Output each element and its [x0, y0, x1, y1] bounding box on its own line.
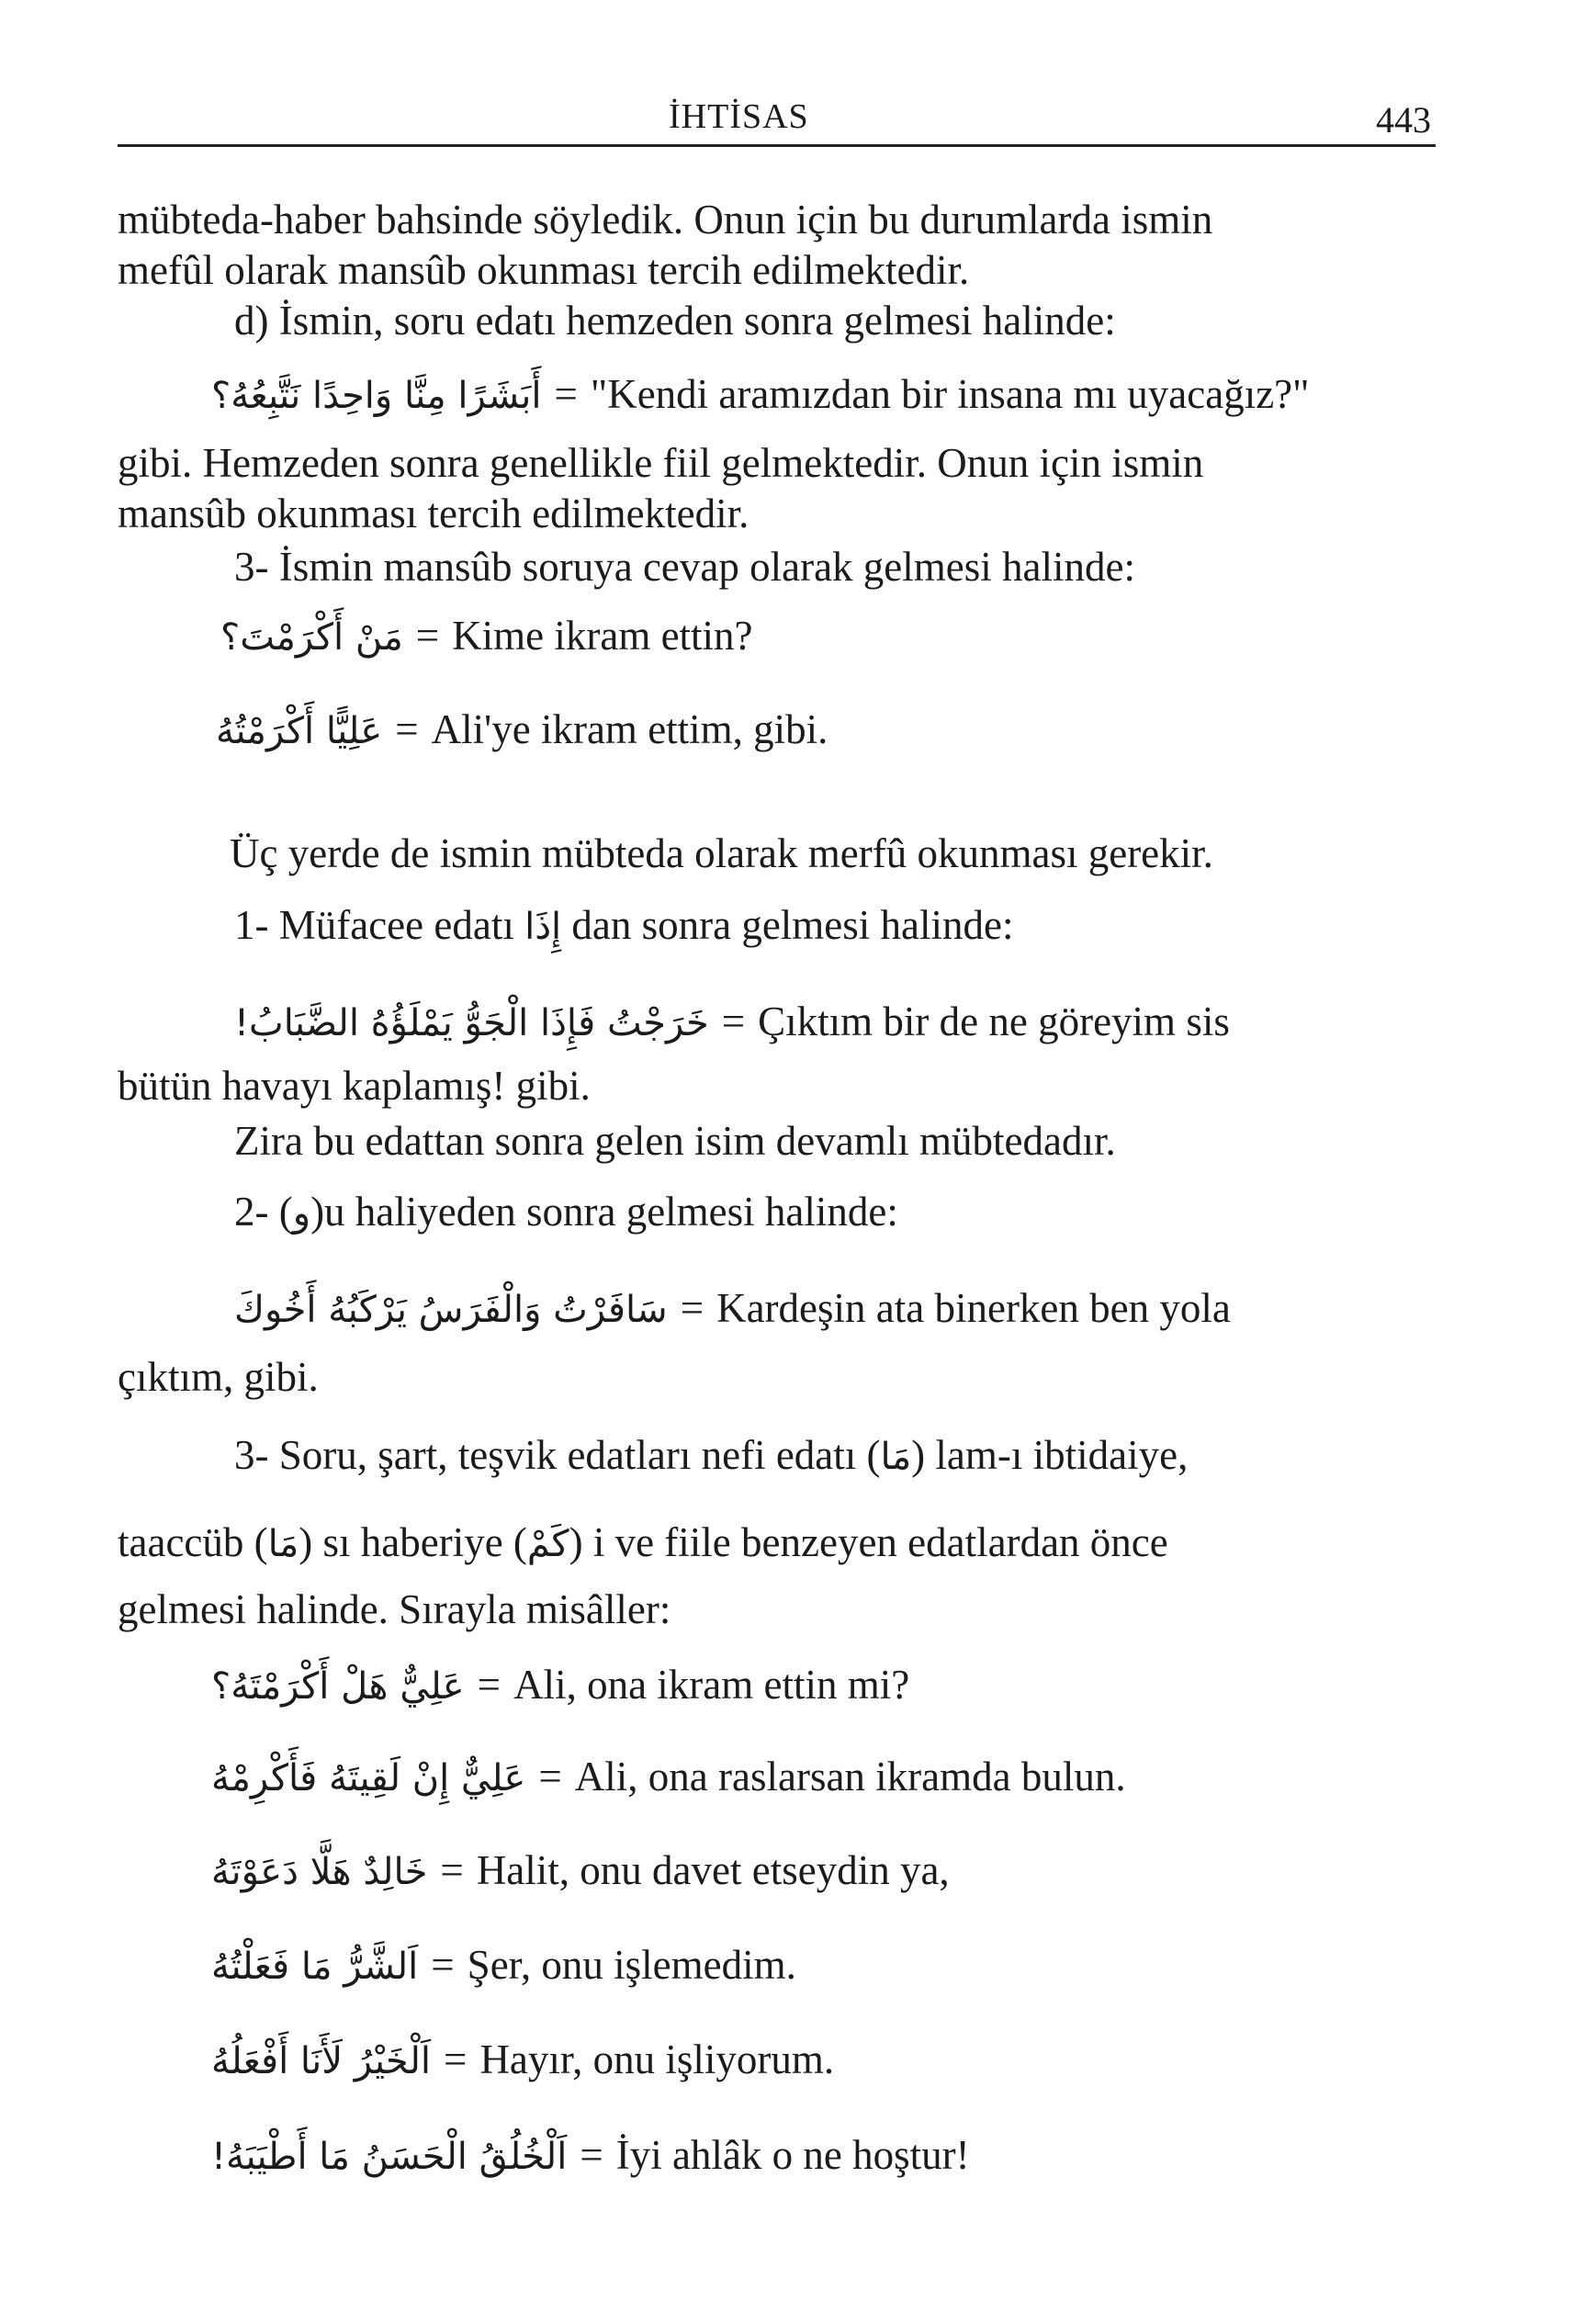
- arabic-word: مَا: [880, 1436, 912, 1478]
- arabic-example: اَلشَّرُّ مَا فَعَلْتُهُ: [211, 1946, 419, 1988]
- equals-sign: =: [680, 1285, 704, 1331]
- text-line: mübteda-haber bahsinde söyledik. Onun için bu durumlarda ismin: [118, 197, 1213, 243]
- page-header: [118, 87, 1436, 147]
- text-line: [234, 1190, 898, 1235]
- arabic-example: خَرَجْتُ فَإِذَا الْجَوُّ يَمْلَؤُهُ الضَّبَابُ!: [234, 1002, 709, 1044]
- page-number: 443: [1376, 99, 1431, 141]
- translation: Şer, onu işlemedim.: [467, 1942, 796, 1988]
- text-line: Üç yerde de ismin mübteda olarak merfû okunması gerekir.: [230, 830, 1213, 876]
- equals-sign: =: [415, 613, 440, 659]
- example-line: [211, 1943, 796, 1989]
- arabic-example: عَلِيًّا أَكْرَمْتُهُ: [216, 710, 383, 752]
- arabic-example: أَبَشَرًا مِنَّا وَاحِدًا نَتَّبِعُهُ؟: [211, 375, 542, 417]
- text-segment: dan sonra gelmesi halinde:: [571, 902, 1014, 948]
- equals-sign: =: [444, 2036, 468, 2082]
- translation: Ali'ye ikram ettim, gibi.: [431, 706, 828, 752]
- text-line: mansûb okunması tercih edilmektedir.: [118, 491, 749, 536]
- example-line: [234, 999, 1230, 1045]
- example-line: [220, 614, 753, 660]
- arabic-word: إِذَا: [524, 906, 562, 948]
- arabic-word: كَمْ: [526, 1523, 569, 1565]
- equals-sign: =: [440, 1847, 464, 1893]
- text-segment: 1- Müfacee edatı: [234, 902, 514, 948]
- text-line: bütün havayı kaplamış! gibi.: [118, 1063, 591, 1109]
- arabic-example: عَلِيٌّ هَلْ أَكْرَمْتَهُ؟: [211, 1665, 465, 1708]
- example-line: [211, 2037, 834, 2083]
- equals-sign: =: [431, 1942, 455, 1988]
- arabic-word: مَا: [267, 1523, 299, 1565]
- text-line: mefûl olarak mansûb okunması tercih edilmektedir.: [118, 247, 970, 293]
- translation: Çıktım bir de ne göreyim sis: [758, 998, 1230, 1044]
- text-line: [234, 1433, 1188, 1479]
- text-line: [118, 1520, 1168, 1566]
- text-line: d) İsmin, soru edatı hemzeden sonra gelmesi halinde:: [234, 298, 1116, 344]
- text-line: gibi. Hemzeden sonra genellikle fiil gelmektedir. Onun için ismin: [118, 440, 1204, 486]
- text-line: 3- İsmin mansûb soruya cevap olarak gelmesi halinde:: [234, 544, 1135, 590]
- translation: Ali, ona raslarsan ikramda bulun.: [574, 1754, 1126, 1799]
- arabic-example: خَالِدٌ هَلَّا دَعَوْتَهُ: [211, 1851, 428, 1893]
- arabic-example: عَلِيٌّ إِنْ لَقِيتَهُ فَأَكْرِمْهُ: [211, 1757, 526, 1799]
- equals-sign: =: [395, 706, 419, 752]
- text-segment: 3- Soru, şart, teşvik edatları nefi edatı (: [234, 1432, 881, 1478]
- text-segment: ) lam-ı ibtidaiye,: [911, 1432, 1189, 1478]
- example-line: [216, 707, 828, 753]
- example-line: [211, 1754, 1126, 1800]
- example-line: [211, 372, 1310, 418]
- equals-sign: =: [721, 998, 746, 1044]
- running-title: İHTİSAS: [669, 97, 809, 136]
- text-segment: )u haliyeden sonra gelmesi halinde:: [310, 1189, 898, 1235]
- arabic-example: اَلْخُلُقُ الْحَسَنُ مَا أَطْيَبَهُ!: [211, 2136, 568, 2178]
- translation: Ali, ona ikram ettin mi?: [513, 1662, 910, 1708]
- text-line: Zira bu edattan sonra gelen isim devamlı mübtedadır.: [234, 1118, 1116, 1164]
- translation: İyi ahlâk o ne hoştur!: [615, 2132, 970, 2178]
- text-line: [234, 903, 1014, 949]
- arabic-example: مَنْ أَكْرَمْتَ؟: [220, 616, 403, 659]
- translation: Halit, onu davet etseydin ya,: [476, 1847, 950, 1893]
- translation: Hayır, onu işliyorum.: [479, 2036, 835, 2082]
- text-line: çıktım, gibi.: [118, 1354, 319, 1400]
- example-line: [211, 1663, 909, 1709]
- equals-sign: =: [538, 1754, 562, 1799]
- example-line: [234, 1286, 1231, 1332]
- arabic-example: اَلْخَيْرُ لَأَنَا أَفْعَلُهُ: [211, 2040, 432, 2082]
- text-line: gelmesi halinde. Sırayla misâller:: [118, 1586, 671, 1632]
- example-line: [211, 1848, 950, 1894]
- text-segment: 2- (: [234, 1189, 293, 1235]
- arabic-example: سَافَرْتُ وَالْفَرَسُ يَرْكَبُهُ أَخُوكَ: [234, 1289, 668, 1331]
- example-line: [211, 2133, 970, 2179]
- translation: "Kendi aramızdan bir insana mı uyacağız?": [590, 371, 1310, 417]
- translation: Kime ikram ettin?: [452, 613, 753, 659]
- text-segment: ) sı haberiye (: [299, 1519, 527, 1565]
- arabic-letter: و: [292, 1192, 311, 1235]
- equals-sign: =: [554, 371, 578, 417]
- equals-sign: =: [580, 2132, 603, 2178]
- text-segment: taaccüb (: [118, 1519, 268, 1565]
- text-segment: ) i ve fiile benzeyen edatlardan önce: [569, 1519, 1168, 1565]
- translation: Kardeşin ata binerken ben yola: [716, 1285, 1231, 1331]
- equals-sign: =: [477, 1662, 501, 1708]
